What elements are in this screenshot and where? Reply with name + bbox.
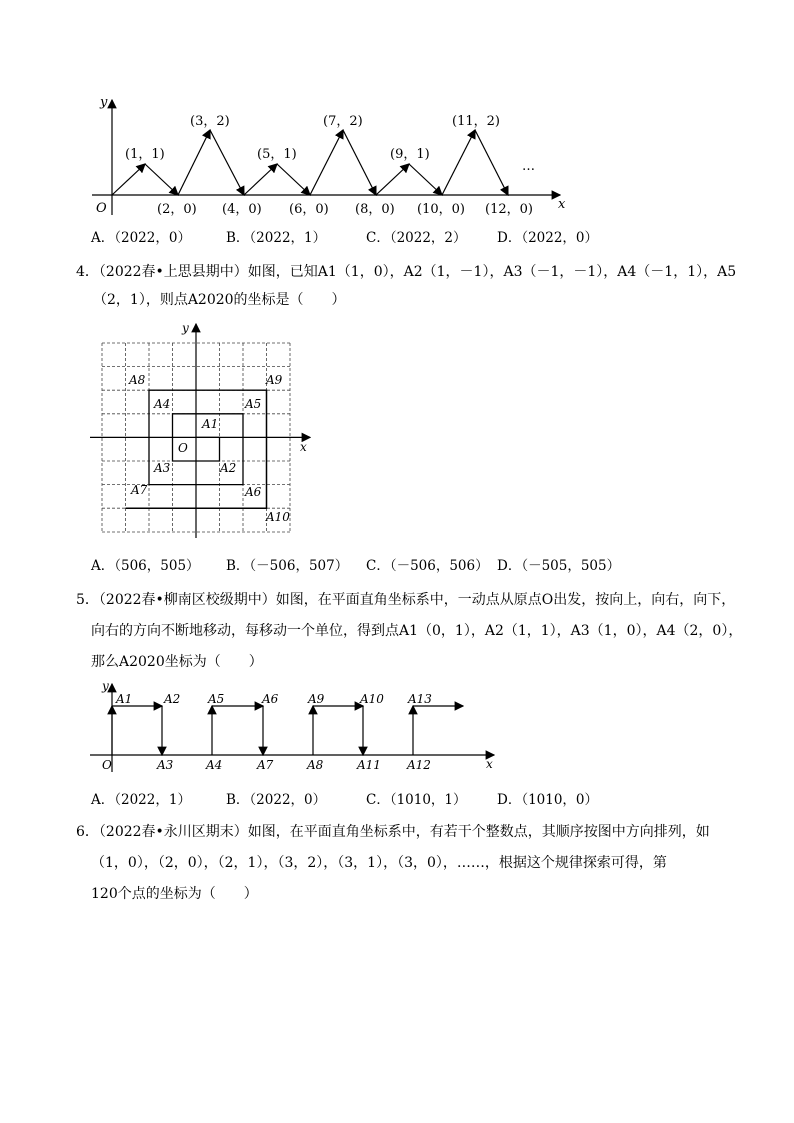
- q4-line-1: 4．（2022春•上思县期中）如图，已知A1（1，0），A2（1，－1），A3（－1，－1），A4（－1，1），A5: [76, 264, 737, 280]
- peak-label: (1，1): [125, 147, 165, 162]
- q6-line-3: 120个点的坐标为（ ）: [91, 886, 258, 902]
- base-label: (12，0): [485, 202, 533, 217]
- base-label: (2，0): [157, 202, 197, 217]
- base-label: (6，0): [289, 202, 329, 217]
- option-d[interactable]: D．（2022，0）: [497, 230, 599, 246]
- point-label-a5: A5: [245, 397, 262, 411]
- origin-label: O: [102, 758, 112, 772]
- peak-label: (9，1): [390, 147, 430, 162]
- point-label-a3: A3: [157, 758, 174, 772]
- zig-seg: [277, 164, 310, 195]
- zigzag-figure: [0, 0, 794, 230]
- point-label-a2: A2: [164, 692, 181, 706]
- point-label-a3: A3: [154, 461, 171, 475]
- q5-line-3: 那么A2020坐标为（ ）: [91, 654, 263, 670]
- zig-seg: [178, 130, 210, 195]
- point-label-a9: A9: [266, 373, 283, 387]
- q4-line-2: （2，1），则点A2020的坐标是（ ）: [93, 292, 346, 308]
- peak-label: (7，2): [323, 114, 363, 129]
- point-label-a13: A13: [408, 692, 432, 706]
- option-b[interactable]: B．（－506，507）: [226, 558, 349, 574]
- option-d[interactable]: D．（－505，505）: [497, 558, 621, 574]
- zig-seg: [244, 164, 277, 195]
- peak-label: (5，1): [257, 147, 297, 162]
- point-label-a1: A1: [202, 417, 219, 431]
- origin-label: O: [96, 201, 107, 216]
- point-label-a7: A7: [131, 483, 148, 497]
- zig-seg: [343, 130, 376, 195]
- peak-label: (11，2): [452, 114, 500, 129]
- zig-seg: [210, 130, 244, 195]
- zig-seg: [376, 164, 409, 195]
- point-label-a6: A6: [245, 485, 262, 499]
- option-c[interactable]: C．（2022，2）: [366, 230, 467, 246]
- q5-line-2: 向右的方向不断地移动，每移动一个单位，得到点A1（0，1），A2（1，1），A3（1，0），A4（2，0），: [91, 623, 743, 639]
- base-label: (4，0): [222, 202, 262, 217]
- spiral-figure: [0, 318, 794, 543]
- point-label-a8: A8: [129, 373, 146, 387]
- x-label: x: [300, 440, 307, 454]
- option-a[interactable]: A．（2022，1）: [91, 792, 191, 808]
- point-label-a4: A4: [154, 397, 171, 411]
- y-label: y: [102, 679, 109, 693]
- y-label: y: [182, 321, 189, 335]
- x-label: x: [558, 197, 566, 212]
- zig-seg: [310, 130, 343, 195]
- ellipsis: …: [522, 159, 535, 174]
- option-a[interactable]: A．（2022，0）: [91, 230, 191, 246]
- point-label-a1: A1: [116, 692, 133, 706]
- option-c[interactable]: C．（－506，506）: [366, 558, 489, 574]
- option-b[interactable]: B．（2022，0）: [226, 792, 327, 808]
- point-label-a10: A10: [360, 692, 384, 706]
- step-figure: [0, 676, 794, 776]
- zig-seg: [112, 164, 145, 195]
- option-a[interactable]: A．（506，505）: [91, 558, 200, 574]
- point-label-a8: A8: [307, 758, 324, 772]
- origin-label: O: [178, 441, 188, 455]
- q5-line-1: 5．（2022春•柳南区校级期中）如图，在平面直角坐标系中，一动点从原点O出发，按向上，向右，向下，: [76, 592, 736, 608]
- point-label-a6: A6: [262, 692, 279, 706]
- point-label-a11: A11: [357, 758, 381, 772]
- point-label-a4: A4: [206, 758, 223, 772]
- base-label: (10，0): [417, 202, 465, 217]
- q6-line-1: 6．（2022春•永川区期末）如图，在平面直角坐标系中，有若干个整数点，其顺序按图中方向排列，如: [76, 824, 710, 840]
- peak-label: (3，2): [190, 114, 230, 129]
- q6-line-2: （1，0），（2，0），（2，1），（3，2），（3，1），（3，0），……，根据这个规律探索可得，第: [91, 855, 667, 871]
- point-label-a2: A2: [220, 461, 237, 475]
- zig-seg: [442, 130, 475, 195]
- option-b[interactable]: B．（2022，1）: [226, 230, 327, 246]
- base-label: (8，0): [355, 202, 395, 217]
- point-label-a10: A10: [266, 510, 290, 524]
- point-label-a5: A5: [208, 692, 225, 706]
- zig-seg: [475, 130, 508, 195]
- point-label-a9: A9: [308, 692, 325, 706]
- option-c[interactable]: C．（1010，1）: [366, 792, 467, 808]
- zig-seg: [145, 164, 178, 195]
- y-label: y: [100, 95, 108, 110]
- point-label-a12: A12: [407, 758, 431, 772]
- option-d[interactable]: D．（1010，0）: [497, 792, 599, 808]
- point-label-a7: A7: [257, 758, 274, 772]
- zig-seg: [409, 164, 442, 195]
- x-label: x: [486, 757, 493, 771]
